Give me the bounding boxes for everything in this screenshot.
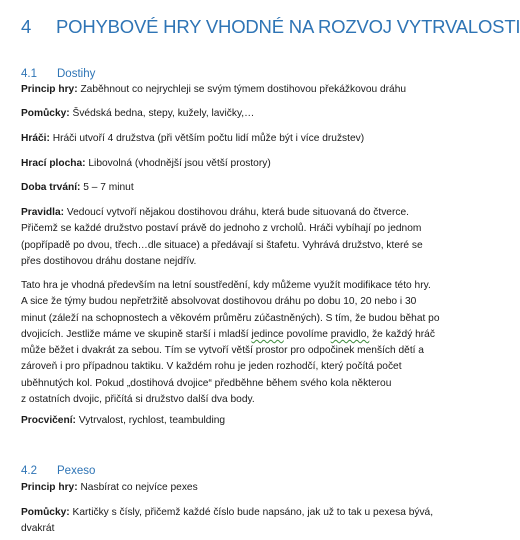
text-princip: Zaběhnout co nejrychleji se svým týmem dostihovou překážkovou dráhu xyxy=(80,84,407,95)
label-procviceni: Procvičení: xyxy=(21,415,76,426)
paragraph-pomucky-pexeso xyxy=(21,505,449,538)
body-line: zároveň i pro případnou taktiku. V každém rohu je jeden rozhodčí, který počítá počet xyxy=(21,361,402,373)
body-line: A sice že týmy budou nepřetržitě absolvovat dostihovou dráhu po dobu 10, 20 nebo i 30 xyxy=(21,296,417,308)
body-text: povolíme xyxy=(283,328,331,340)
pravidla-line xyxy=(21,205,449,221)
section-number: 4.2 xyxy=(21,465,37,477)
paragraph-doba-trvani xyxy=(21,180,449,196)
paragraph-body xyxy=(21,278,449,408)
body-line: minut (záleží na schopnostech a věkovém průměru zúčastněných). S tím, že budou běhat po xyxy=(21,312,440,324)
label-pomucky: Pomůcky: xyxy=(21,507,70,518)
pomucky-line xyxy=(21,505,449,521)
text-plocha: Libovolná (vhodnější jsou větší prostory) xyxy=(88,158,271,169)
body-text: dvojicích. Jestliže máme ve skupině starší i mladší xyxy=(21,328,252,340)
pravidla-line: (popřípadě po dvou, třech…dle situace) a předávají si štafetu. Vyhrává družstvo, které se xyxy=(21,239,423,251)
text-princip: Nasbírat co nejvíce pexes xyxy=(80,482,198,493)
body-line: z ostatních dvojic, přičítá si družstvo další dva body. xyxy=(21,394,255,406)
section-title: Dostihy xyxy=(57,68,96,80)
text-procviceni: Vytrvalost, rychlost, teambulding xyxy=(78,415,226,426)
paragraph-princip-pexeso xyxy=(21,480,449,496)
paragraph-princip xyxy=(21,82,449,98)
paragraph-pomucky xyxy=(21,106,449,122)
pravidla-line: Přičemž se každé družstvo postaví právě do jednoho z vrcholů. Hráči vybíhají po jednom xyxy=(21,223,422,235)
text-hraci: Hráči utvoří 4 družstva (při větším počtu lidí může být i více družstev) xyxy=(52,133,365,144)
paragraph-hraci-plocha xyxy=(21,156,449,172)
label-pomucky: Pomůcky: xyxy=(21,108,70,119)
section-title: Pexeso xyxy=(57,465,96,477)
paragraph-hraci xyxy=(21,131,449,147)
label-doba: Doba trvání: xyxy=(21,182,81,193)
section-heading-pexeso xyxy=(21,465,95,477)
body-text: že každý hráč xyxy=(369,328,435,340)
pomucky-line: dvakrát xyxy=(21,523,55,535)
chapter-number: 4 xyxy=(21,16,32,37)
body-line: Tato hra je vhodná především na letní soustředění, kdy můžeme využít modifikace této hry. xyxy=(21,280,431,291)
text-doba: 5 – 7 minut xyxy=(83,182,134,193)
label-princip: Princip hry: xyxy=(21,84,78,95)
section-number: 4.1 xyxy=(21,68,37,80)
label-plocha: Hrací plocha: xyxy=(21,158,86,169)
label-hraci: Hráči: xyxy=(21,133,50,144)
text-pomucky: Švédská bedna, stepy, kužely, lavičky,… xyxy=(72,108,255,119)
chapter-title: POHYBOVÉ HRY VHODNÉ NA ROZVOJ VYTRVALOSTI xyxy=(56,16,520,37)
body-line: uběhnutých kol. Pokud „dostihová dvojice“ předběhne během svého kola některou xyxy=(21,377,392,389)
pomucky-text: Kartičky s čísly, přičemž každé číslo bude napsáno, jak už to tak u pexesa bývá, xyxy=(72,507,434,518)
body-line xyxy=(21,327,449,343)
section-heading-dostihy xyxy=(21,68,95,80)
label-pravidla: Pravidla: xyxy=(21,207,65,218)
paragraph-procviceni xyxy=(21,413,449,429)
label-princip: Princip hry: xyxy=(21,482,78,493)
paragraph-pravidla xyxy=(21,205,449,270)
pravidla-text: Vedoucí vytvoří nějakou dostihovou dráhu, která bude situovaná do čtverce. xyxy=(66,207,409,218)
body-line: může běžet i dvakrát za sebou. Tím se vytvoří větší prostor pro odpočinek menších dětí a xyxy=(21,345,424,357)
pravidla-line: přes dostihovou dráhu dostane nejdřív. xyxy=(21,255,197,267)
grammar-underline-jedince[interactable]: jedince xyxy=(251,328,284,340)
chapter-heading xyxy=(21,16,520,38)
grammar-underline-pravidlo[interactable]: pravidlo, xyxy=(330,328,370,340)
